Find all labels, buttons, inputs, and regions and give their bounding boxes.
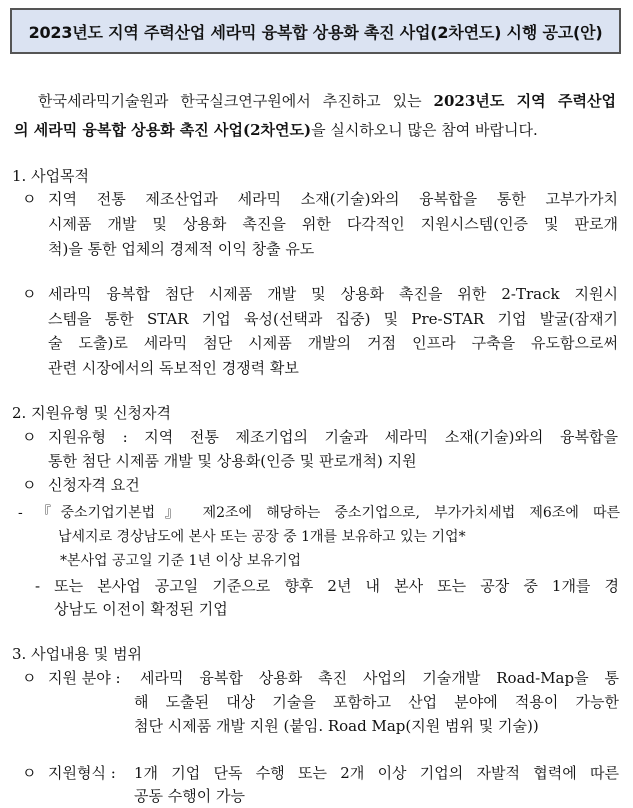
support-field-label: 지원 분야 : [48, 669, 121, 687]
section-heading-scope: 3. 사업내용 및 범위 [12, 645, 143, 663]
support-field-line-1: 세라믹 융복합 상용화 촉진 사업의 기술개발 Road-Map을 통 [140, 669, 619, 687]
bullet-icon: ㅇ [22, 428, 37, 446]
intro-text: 한국세라믹기술원과 한국실크연구원에서 추진하고 있는 [38, 92, 434, 110]
intro-bold-text: 2023년도 지역 주력산업 [433, 92, 616, 110]
purpose-p1-line-3: 척)을 통한 업체의 경제적 이익 창출 유도 [48, 240, 315, 258]
support-form-line-2: 공동 수행이 가능 [134, 787, 245, 805]
support-field-line-3: 첨단 시제품 개발 지원 (붙임. Road Map(지원 범위 및 기술)) [134, 717, 539, 735]
requirement-1-line-2: 납세지로 경상남도에 본사 또는 공장 중 1개를 보유하고 있는 기업* [58, 529, 466, 545]
intro-text: 을 실시하오니 많은 참여 바랍니다. [311, 121, 538, 139]
section-heading-purpose: 1. 사업목적 [12, 167, 90, 185]
section-heading-eligibility: 2. 지원유형 및 신청자격 [12, 404, 172, 422]
bullet-icon: ㅇ [22, 476, 37, 494]
bullet-icon: ㅇ [22, 669, 37, 687]
support-form-line-1: 1개 기업 단독 수행 또는 2개 이상 기업의 자발적 협력에 따른 [134, 764, 619, 782]
bullet-icon: ㅇ [22, 285, 37, 303]
purpose-p2-line-2: 스템을 통한 STAR 기업 육성(선택과 집중) 및 Pre-STAR 기업 발굴(잠재기 [48, 310, 618, 328]
support-type-line-1: 지원유형 : 지역 전통 제조기업의 기술과 세라믹 소재(기술)와의 융복합을 [48, 428, 618, 446]
purpose-p2-line-3: 술 도출)로 세라믹 첨단 시제품 개발의 거점 인프라 구축을 유도함으로써 [48, 334, 618, 352]
support-field-line-2: 해 도출된 대상 기술을 포함하고 산업 분야에 적용이 가능한 [134, 693, 619, 711]
intro-line-1 [38, 90, 616, 111]
purpose-p2-line-1: 세라믹 융복합 첨단 시제품 개발 및 상용화 촉진을 위한 2-Track 지원시 [48, 285, 618, 303]
requirement-1-note: *본사업 공고일 기준 1년 이상 보유기업 [60, 553, 302, 569]
page-title: 2023년도 지역 주력산업 세라믹 융복합 상용화 촉진 사업(2차연도) 시행 공고(안) [10, 8, 621, 54]
intro-bold-text: 의 세라믹 융복합 상용화 촉진 사업(2차연도) [14, 121, 312, 139]
requirement-2-line-2: 상남도 이전이 확정된 기업 [54, 600, 228, 618]
bullet-icon: ㅇ [22, 764, 37, 782]
intro-line-2 [14, 119, 538, 140]
requirement-2-line-1: - 또는 본사업 공고일 기준으로 향후 2년 내 본사 또는 공장 중 1개를 경 [35, 577, 619, 595]
eligibility-label: 신청자격 요건 [48, 476, 140, 494]
support-type-line-2: 통한 첨단 시제품 개발 및 상용화(인증 및 판로개척) 지원 [48, 452, 417, 470]
purpose-p2-line-4: 관련 시장에서의 독보적인 경쟁력 확보 [48, 359, 299, 377]
purpose-p1-line-1: 지역 전통 제조산업과 세라믹 소재(기술)와의 융복합을 통한 고부가가치 [48, 190, 618, 208]
requirement-1-line-1: - 『중소기업기본법』 제2조에 해당하는 중소기업으로, 부가가치세법 제6조에 따른 [18, 505, 620, 521]
support-form-label: 지원형식 : [48, 764, 116, 782]
purpose-p1-line-2: 시제품 개발 및 상용화 촉진을 위한 다각적인 지원시스템(인증 및 판로개 [48, 215, 618, 233]
bullet-icon: ㅇ [22, 190, 37, 208]
